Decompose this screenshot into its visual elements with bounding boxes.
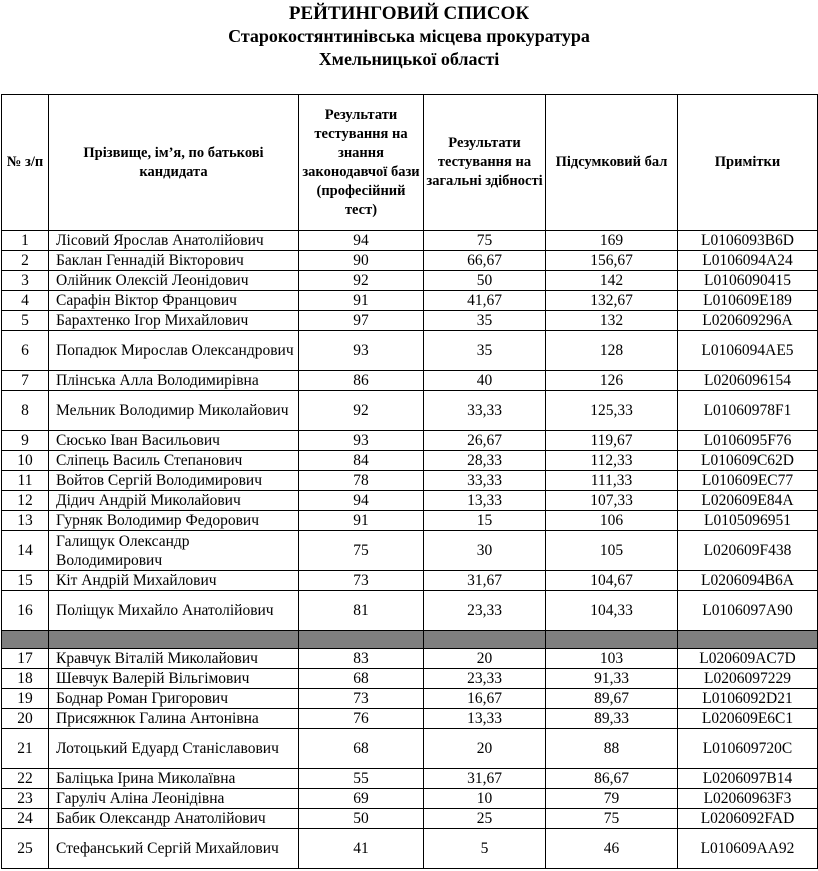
col-header-num: № з/п	[2, 95, 49, 231]
row-number: 1	[2, 231, 49, 251]
candidate-name: Войтов Сергій Володимирович	[49, 471, 299, 491]
general-test-score: 13,33	[424, 709, 546, 729]
general-test-score: 50	[424, 271, 546, 291]
total-score: 132,67	[546, 291, 678, 311]
law-test-score: 75	[299, 531, 424, 571]
general-test-score: 16,67	[424, 689, 546, 709]
table-body-top	[2, 231, 818, 631]
total-score: 111,33	[546, 471, 678, 491]
candidate-name: Барахтенко Ігор Михайлович	[49, 311, 299, 331]
law-test-score: 84	[299, 451, 424, 471]
general-test-score: 26,67	[424, 431, 546, 451]
row-number: 18	[2, 669, 49, 689]
row-number: 21	[2, 729, 49, 769]
row-number: 4	[2, 291, 49, 311]
candidate-name: Кравчук Віталій Миколайович	[49, 649, 299, 669]
row-number: 25	[2, 829, 49, 869]
note-code: L01060978F1	[678, 391, 818, 431]
total-score: 125,33	[546, 391, 678, 431]
table-row	[2, 451, 818, 471]
table-row	[2, 829, 818, 869]
row-number: 20	[2, 709, 49, 729]
table-row	[2, 471, 818, 491]
table-row	[2, 311, 818, 331]
candidate-name: Присяжнюк Галина Антонівна	[49, 709, 299, 729]
candidate-name: Сарафін Віктор Францович	[49, 291, 299, 311]
total-score: 88	[546, 729, 678, 769]
general-test-score: 41,67	[424, 291, 546, 311]
row-number: 22	[2, 769, 49, 789]
law-test-score: 97	[299, 311, 424, 331]
law-test-score: 78	[299, 471, 424, 491]
total-score: 104,67	[546, 571, 678, 591]
law-test-score: 76	[299, 709, 424, 729]
row-number: 8	[2, 391, 49, 431]
law-test-score: 73	[299, 689, 424, 709]
note-code: L0106093B6D	[678, 231, 818, 251]
note-code: L020609296A	[678, 311, 818, 331]
law-test-score: 94	[299, 231, 424, 251]
total-score: 142	[546, 271, 678, 291]
candidate-name: Поліщук Михайло Анатолійович	[49, 591, 299, 631]
candidate-name: Плінська Алла Володимирівна	[49, 371, 299, 391]
law-test-score: 86	[299, 371, 424, 391]
general-test-score: 66,67	[424, 251, 546, 271]
law-test-score: 91	[299, 511, 424, 531]
row-number: 15	[2, 571, 49, 591]
general-test-score: 40	[424, 371, 546, 391]
general-test-score: 35	[424, 311, 546, 331]
row-number: 10	[2, 451, 49, 471]
law-test-score: 41	[299, 829, 424, 869]
row-number: 12	[2, 491, 49, 511]
law-test-score: 55	[299, 769, 424, 789]
total-score: 119,67	[546, 431, 678, 451]
table-row	[2, 531, 818, 571]
document-subtitle-office: Старокостянтинівська місцева прокуратура	[228, 26, 590, 46]
note-code: L020609F438	[678, 531, 818, 571]
total-score: 79	[546, 789, 678, 809]
general-test-score: 23,33	[424, 669, 546, 689]
law-test-score: 92	[299, 391, 424, 431]
note-code: L010609EC77	[678, 471, 818, 491]
row-number: 7	[2, 371, 49, 391]
row-number: 24	[2, 809, 49, 829]
total-score: 156,67	[546, 251, 678, 271]
table-row	[2, 491, 818, 511]
candidate-name: Боднар Роман Григорович	[49, 689, 299, 709]
row-number: 3	[2, 271, 49, 291]
general-test-score: 25	[424, 809, 546, 829]
candidate-name: Сюсько Іван Васильович	[49, 431, 299, 451]
note-code: L02060963F3	[678, 789, 818, 809]
candidate-name: Галищук Олександр Володимирович	[49, 531, 299, 571]
law-test-score: 83	[299, 649, 424, 669]
law-test-score: 69	[299, 789, 424, 809]
table-row	[2, 591, 818, 631]
note-code: L0206092FAD	[678, 809, 818, 829]
total-score: 91,33	[546, 669, 678, 689]
total-score: 105	[546, 531, 678, 571]
general-test-score: 31,67	[424, 769, 546, 789]
note-code: L0106094A24	[678, 251, 818, 271]
general-test-score: 10	[424, 789, 546, 809]
law-test-score: 68	[299, 729, 424, 769]
candidate-name: Баліцька Ірина Миколаївна	[49, 769, 299, 789]
candidate-name: Попадюк Мирослав Олександрович	[49, 331, 299, 371]
general-test-score: 33,33	[424, 471, 546, 491]
table-row	[2, 371, 818, 391]
table-row	[2, 709, 818, 729]
general-test-score: 31,67	[424, 571, 546, 591]
candidate-name: Дідич Андрій Миколайович	[49, 491, 299, 511]
note-code: L0206097B14	[678, 769, 818, 789]
general-test-score: 13,33	[424, 491, 546, 511]
total-score: 86,67	[546, 769, 678, 789]
candidate-name: Стефанський Сергій Михайлович	[49, 829, 299, 869]
candidate-name: Сліпець Василь Степанович	[49, 451, 299, 471]
row-number: 9	[2, 431, 49, 451]
law-test-score: 68	[299, 669, 424, 689]
candidate-name: Гурняк Володимир Федорович	[49, 511, 299, 531]
law-test-score: 94	[299, 491, 424, 511]
law-test-score: 91	[299, 291, 424, 311]
table-row	[2, 769, 818, 789]
general-test-score: 15	[424, 511, 546, 531]
table-row	[2, 689, 818, 709]
table-row	[2, 789, 818, 809]
general-test-score: 20	[424, 729, 546, 769]
table-body-bottom	[2, 649, 818, 869]
table-row	[2, 511, 818, 531]
row-number: 19	[2, 689, 49, 709]
note-code: L0206097229	[678, 669, 818, 689]
general-test-score: 35	[424, 331, 546, 371]
general-test-score: 30	[424, 531, 546, 571]
general-test-score: 75	[424, 231, 546, 251]
total-score: 169	[546, 231, 678, 251]
row-number: 16	[2, 591, 49, 631]
candidate-name: Лотоцький Едуард Станіславович	[49, 729, 299, 769]
document-title: РЕЙТИНГОВИЙ СПИСОК	[288, 3, 530, 24]
table-row	[2, 729, 818, 769]
law-test-score: 81	[299, 591, 424, 631]
row-number: 11	[2, 471, 49, 491]
separator-row	[2, 631, 818, 649]
total-score: 104,33	[546, 591, 678, 631]
row-number: 13	[2, 511, 49, 531]
general-test-score: 20	[424, 649, 546, 669]
law-test-score: 93	[299, 431, 424, 451]
candidate-name: Бабик Олександр Анатолійович	[49, 809, 299, 829]
table-separator	[2, 631, 818, 649]
table-row	[2, 669, 818, 689]
row-number: 2	[2, 251, 49, 271]
general-test-score: 33,33	[424, 391, 546, 431]
total-score: 46	[546, 829, 678, 869]
table-row	[2, 271, 818, 291]
law-test-score: 93	[299, 331, 424, 371]
note-code: L010609AA92	[678, 829, 818, 869]
col-header-total: Підсумковий бал	[546, 95, 678, 231]
law-test-score: 73	[299, 571, 424, 591]
note-code: L0106092D21	[678, 689, 818, 709]
total-score: 132	[546, 311, 678, 331]
row-number: 5	[2, 311, 49, 331]
candidate-name: Олійник Олексій Леонідович	[49, 271, 299, 291]
total-score: 103	[546, 649, 678, 669]
note-code: L0106090415	[678, 271, 818, 291]
table-header-row	[2, 95, 818, 231]
table-row	[2, 431, 818, 451]
note-code: L020609E84A	[678, 491, 818, 511]
general-test-score: 28,33	[424, 451, 546, 471]
table-row	[2, 391, 818, 431]
note-code: L0106097A90	[678, 591, 818, 631]
col-header-notes: Примітки	[678, 95, 818, 231]
col-header-name: Прізвище, ім’я, по батькові кандидата	[49, 95, 299, 231]
row-number: 17	[2, 649, 49, 669]
document-header	[0, 2, 818, 71]
law-test-score: 50	[299, 809, 424, 829]
note-code: L010609720C	[678, 729, 818, 769]
candidate-name: Гаруліч Аліна Леонідівна	[49, 789, 299, 809]
table-row	[2, 649, 818, 669]
candidate-name: Шевчук Валерій Вільгімович	[49, 669, 299, 689]
note-code: L020609AC7D	[678, 649, 818, 669]
candidate-name: Кіт Андрій Михайлович	[49, 571, 299, 591]
total-score: 75	[546, 809, 678, 829]
general-test-score: 5	[424, 829, 546, 869]
note-code: L0105096951	[678, 511, 818, 531]
total-score: 89,33	[546, 709, 678, 729]
total-score: 107,33	[546, 491, 678, 511]
total-score: 89,67	[546, 689, 678, 709]
row-number: 6	[2, 331, 49, 371]
table-row	[2, 571, 818, 591]
note-code: L0106094AE5	[678, 331, 818, 371]
table-row	[2, 251, 818, 271]
col-header-general-test: Результати тестування на загальні здібності	[424, 95, 546, 231]
total-score: 126	[546, 371, 678, 391]
note-code: L020609E6C1	[678, 709, 818, 729]
document-subtitle-region: Хмельницької області	[318, 49, 500, 69]
note-code: L010609E189	[678, 291, 818, 311]
law-test-score: 92	[299, 271, 424, 291]
general-test-score: 23,33	[424, 591, 546, 631]
note-code: L0206094B6A	[678, 571, 818, 591]
col-header-law-test: Результати тестування на знання законодавчої бази (професійний тест)	[299, 95, 424, 231]
note-code: L0206096154	[678, 371, 818, 391]
total-score: 106	[546, 511, 678, 531]
law-test-score: 90	[299, 251, 424, 271]
table-row	[2, 231, 818, 251]
table-row	[2, 291, 818, 311]
table-row	[2, 331, 818, 371]
total-score: 128	[546, 331, 678, 371]
candidate-name: Мельник Володимир Миколайович	[49, 391, 299, 431]
candidate-name: Баклан Геннадій Вікторович	[49, 251, 299, 271]
total-score: 112,33	[546, 451, 678, 471]
table-row	[2, 809, 818, 829]
note-code: L0106095F76	[678, 431, 818, 451]
row-number: 23	[2, 789, 49, 809]
candidate-name: Лісовий Ярослав Анатолійович	[49, 231, 299, 251]
row-number: 14	[2, 531, 49, 571]
note-code: L010609C62D	[678, 451, 818, 471]
rating-table	[1, 94, 818, 869]
